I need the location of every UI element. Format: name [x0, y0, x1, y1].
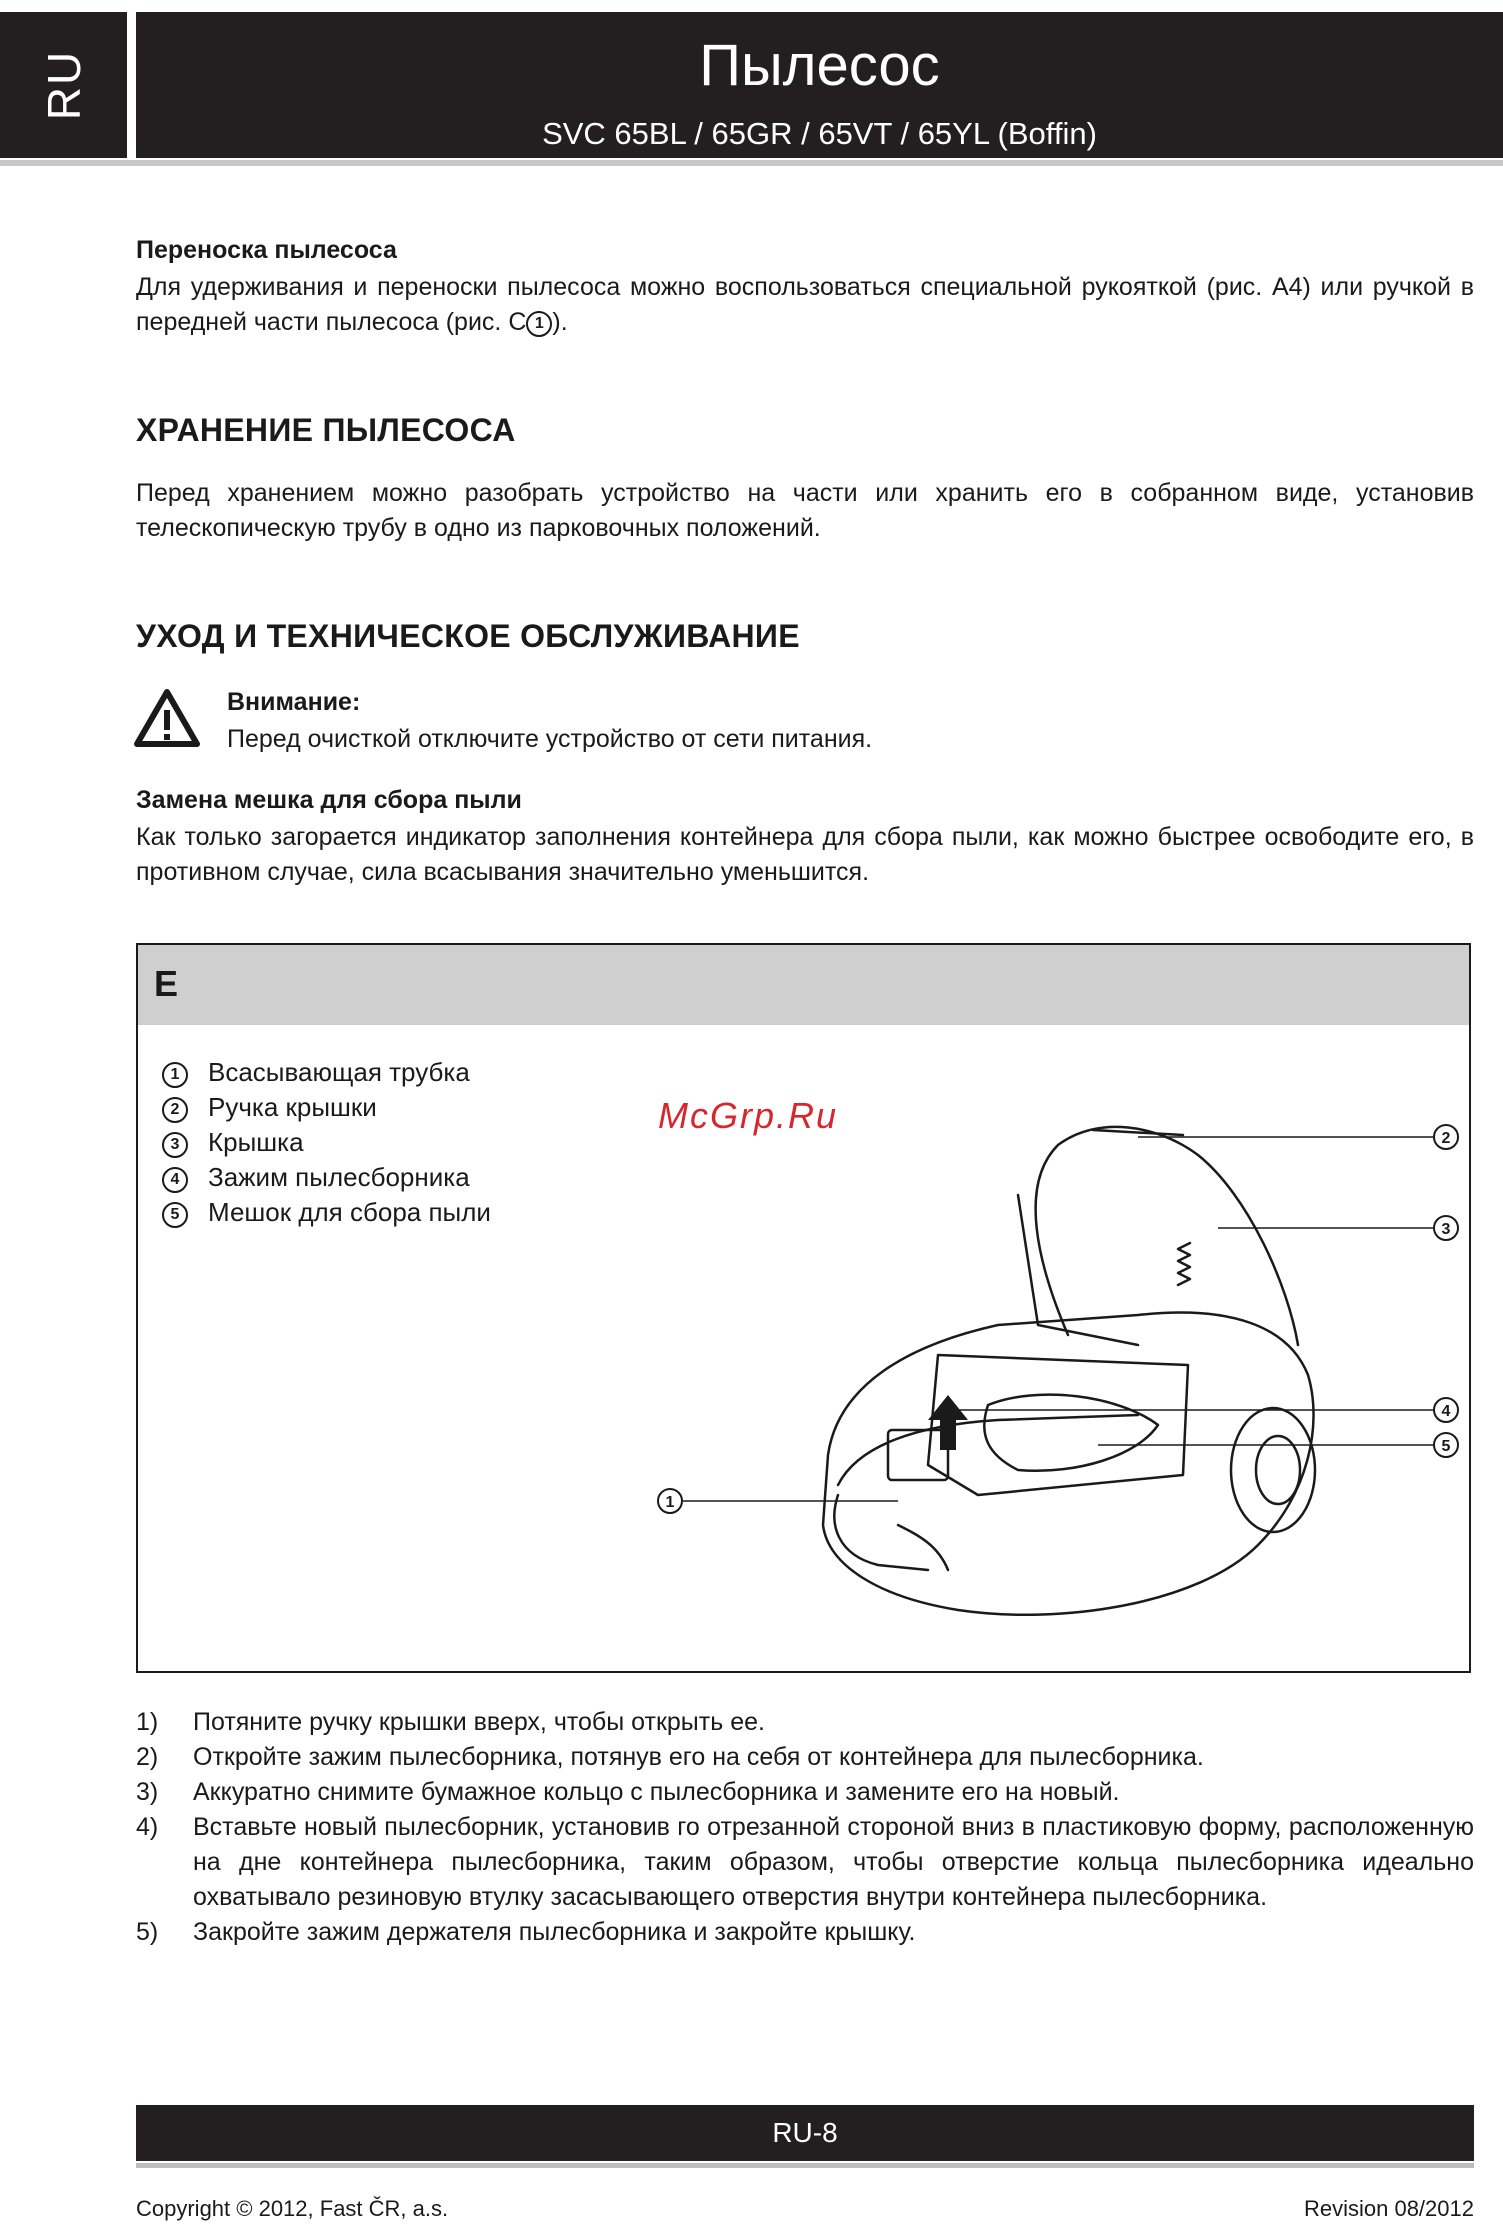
- step-text: Закройте зажим держателя пылесборника и закройте крышку.: [193, 1918, 916, 1946]
- copyright-text: Copyright © 2012, Fast ČR, a.s.: [136, 2196, 449, 2221]
- warning-icon: [134, 688, 200, 748]
- title-banner: [136, 12, 1503, 158]
- step-item: [136, 1740, 1474, 1775]
- step-item: [136, 1705, 1474, 1740]
- legend-label: Всасывающая трубка: [208, 1057, 470, 1087]
- legend-label: Мешок для сбора пыли: [208, 1197, 491, 1227]
- revision-text: Revision 08/2012: [1303, 2196, 1474, 2221]
- callout-label: 5: [1441, 1438, 1451, 1455]
- figure-letter: E: [154, 963, 179, 1004]
- step-text: Вставьте новый пылесборник, установив го отрезанной стороной вниз в пластиковую форму, расположенную на дне контейнера пылесборника, таким образом, чтобы отверстие кольца пылесборника идеально охватывало резиновую втулку засасывающего отверстия внутри контейнера пылесборника.: [193, 1813, 1474, 1911]
- callout-label: 2: [1441, 1130, 1451, 1147]
- page-title: Пылесос: [699, 33, 940, 98]
- legend-label: Ручка крышки: [208, 1092, 377, 1122]
- legend-number: 2: [162, 1097, 188, 1123]
- language-code: RU: [37, 49, 90, 121]
- steps-list: [136, 1705, 1474, 1950]
- storage-heading: ХРАНЕНИЕ ПЫЛЕСОСА: [136, 412, 516, 448]
- storage-text: Перед хранением можно разобрать устройство на части или хранить его в собранном виде, установив телескопическую трубу в одно из парковочных положений.: [136, 479, 1474, 542]
- legend-number: 5: [162, 1202, 188, 1228]
- step-number: 2): [136, 1743, 159, 1771]
- carrying-text-end: ).: [552, 308, 568, 336]
- step-text: Потяните ручку крышки вверх, чтобы открыть ее.: [193, 1708, 765, 1736]
- language-tab: [0, 12, 127, 158]
- figure-header: [138, 945, 1469, 1025]
- legend-number: 4: [162, 1167, 188, 1193]
- step-text: Аккуратно снимите бумажное кольцо с пылесборника и замените его на новый.: [193, 1778, 1120, 1806]
- legend-label: Зажим пылесборника: [208, 1162, 470, 1192]
- carrying-text: [136, 270, 1474, 340]
- step-number: 3): [136, 1778, 159, 1806]
- callout-label: 4: [1441, 1403, 1451, 1420]
- watermark-text: McGrp.Ru: [658, 1095, 839, 1136]
- step-number: 1): [136, 1708, 159, 1736]
- carrying-text-main: Для удерживания и переноски пылесоса можно воспользоваться специальной рукояткой (рис. A4) или ручкой в передней части пылесоса (рис. C: [136, 273, 1474, 336]
- warning-text: Перед очисткой отключите устройство от сети питания.: [227, 725, 873, 753]
- step-item: [136, 1775, 1474, 1810]
- page-number-bar: [136, 2105, 1474, 2161]
- page-subtitle: SVC 65BL / 65GR / 65VT / 65YL (Boffin): [542, 116, 1097, 151]
- vacuum-illustration: [138, 1025, 1469, 1671]
- footer-shadow: [136, 2163, 1474, 2168]
- header-shadow: [0, 160, 1503, 166]
- bag-text: Как только загорается индикатор заполнения контейнера для сбора пыли, как можно быстрее освободите его, в противном случае, сила всасывания значительно уменьшится.: [136, 823, 1474, 886]
- figure-ref-circle: 1: [526, 311, 552, 337]
- carrying-heading: Переноска пылесоса: [136, 236, 397, 264]
- figure-e: [136, 943, 1471, 1673]
- legend-label: Крышка: [208, 1127, 304, 1157]
- legend-number: 3: [162, 1132, 188, 1158]
- legend-number: 1: [162, 1062, 188, 1088]
- step-text: Откройте зажим пылесборника, потянув его на себя от контейнера для пылесборника.: [193, 1743, 1204, 1771]
- bag-heading: Замена мешка для сбора пыли: [136, 786, 522, 814]
- callout-label: 3: [1441, 1221, 1451, 1238]
- step-number: 5): [136, 1918, 159, 1946]
- step-item: [136, 1915, 1474, 1950]
- callout-label: 1: [665, 1494, 675, 1511]
- step-number: 4): [136, 1813, 159, 1841]
- page-number: RU-8: [772, 2117, 838, 2148]
- warning-title: Внимание:: [227, 688, 361, 716]
- step-item: [136, 1810, 1474, 1915]
- care-heading: УХОД И ТЕХНИЧЕСКОЕ ОБСЛУЖИВАНИЕ: [136, 618, 800, 654]
